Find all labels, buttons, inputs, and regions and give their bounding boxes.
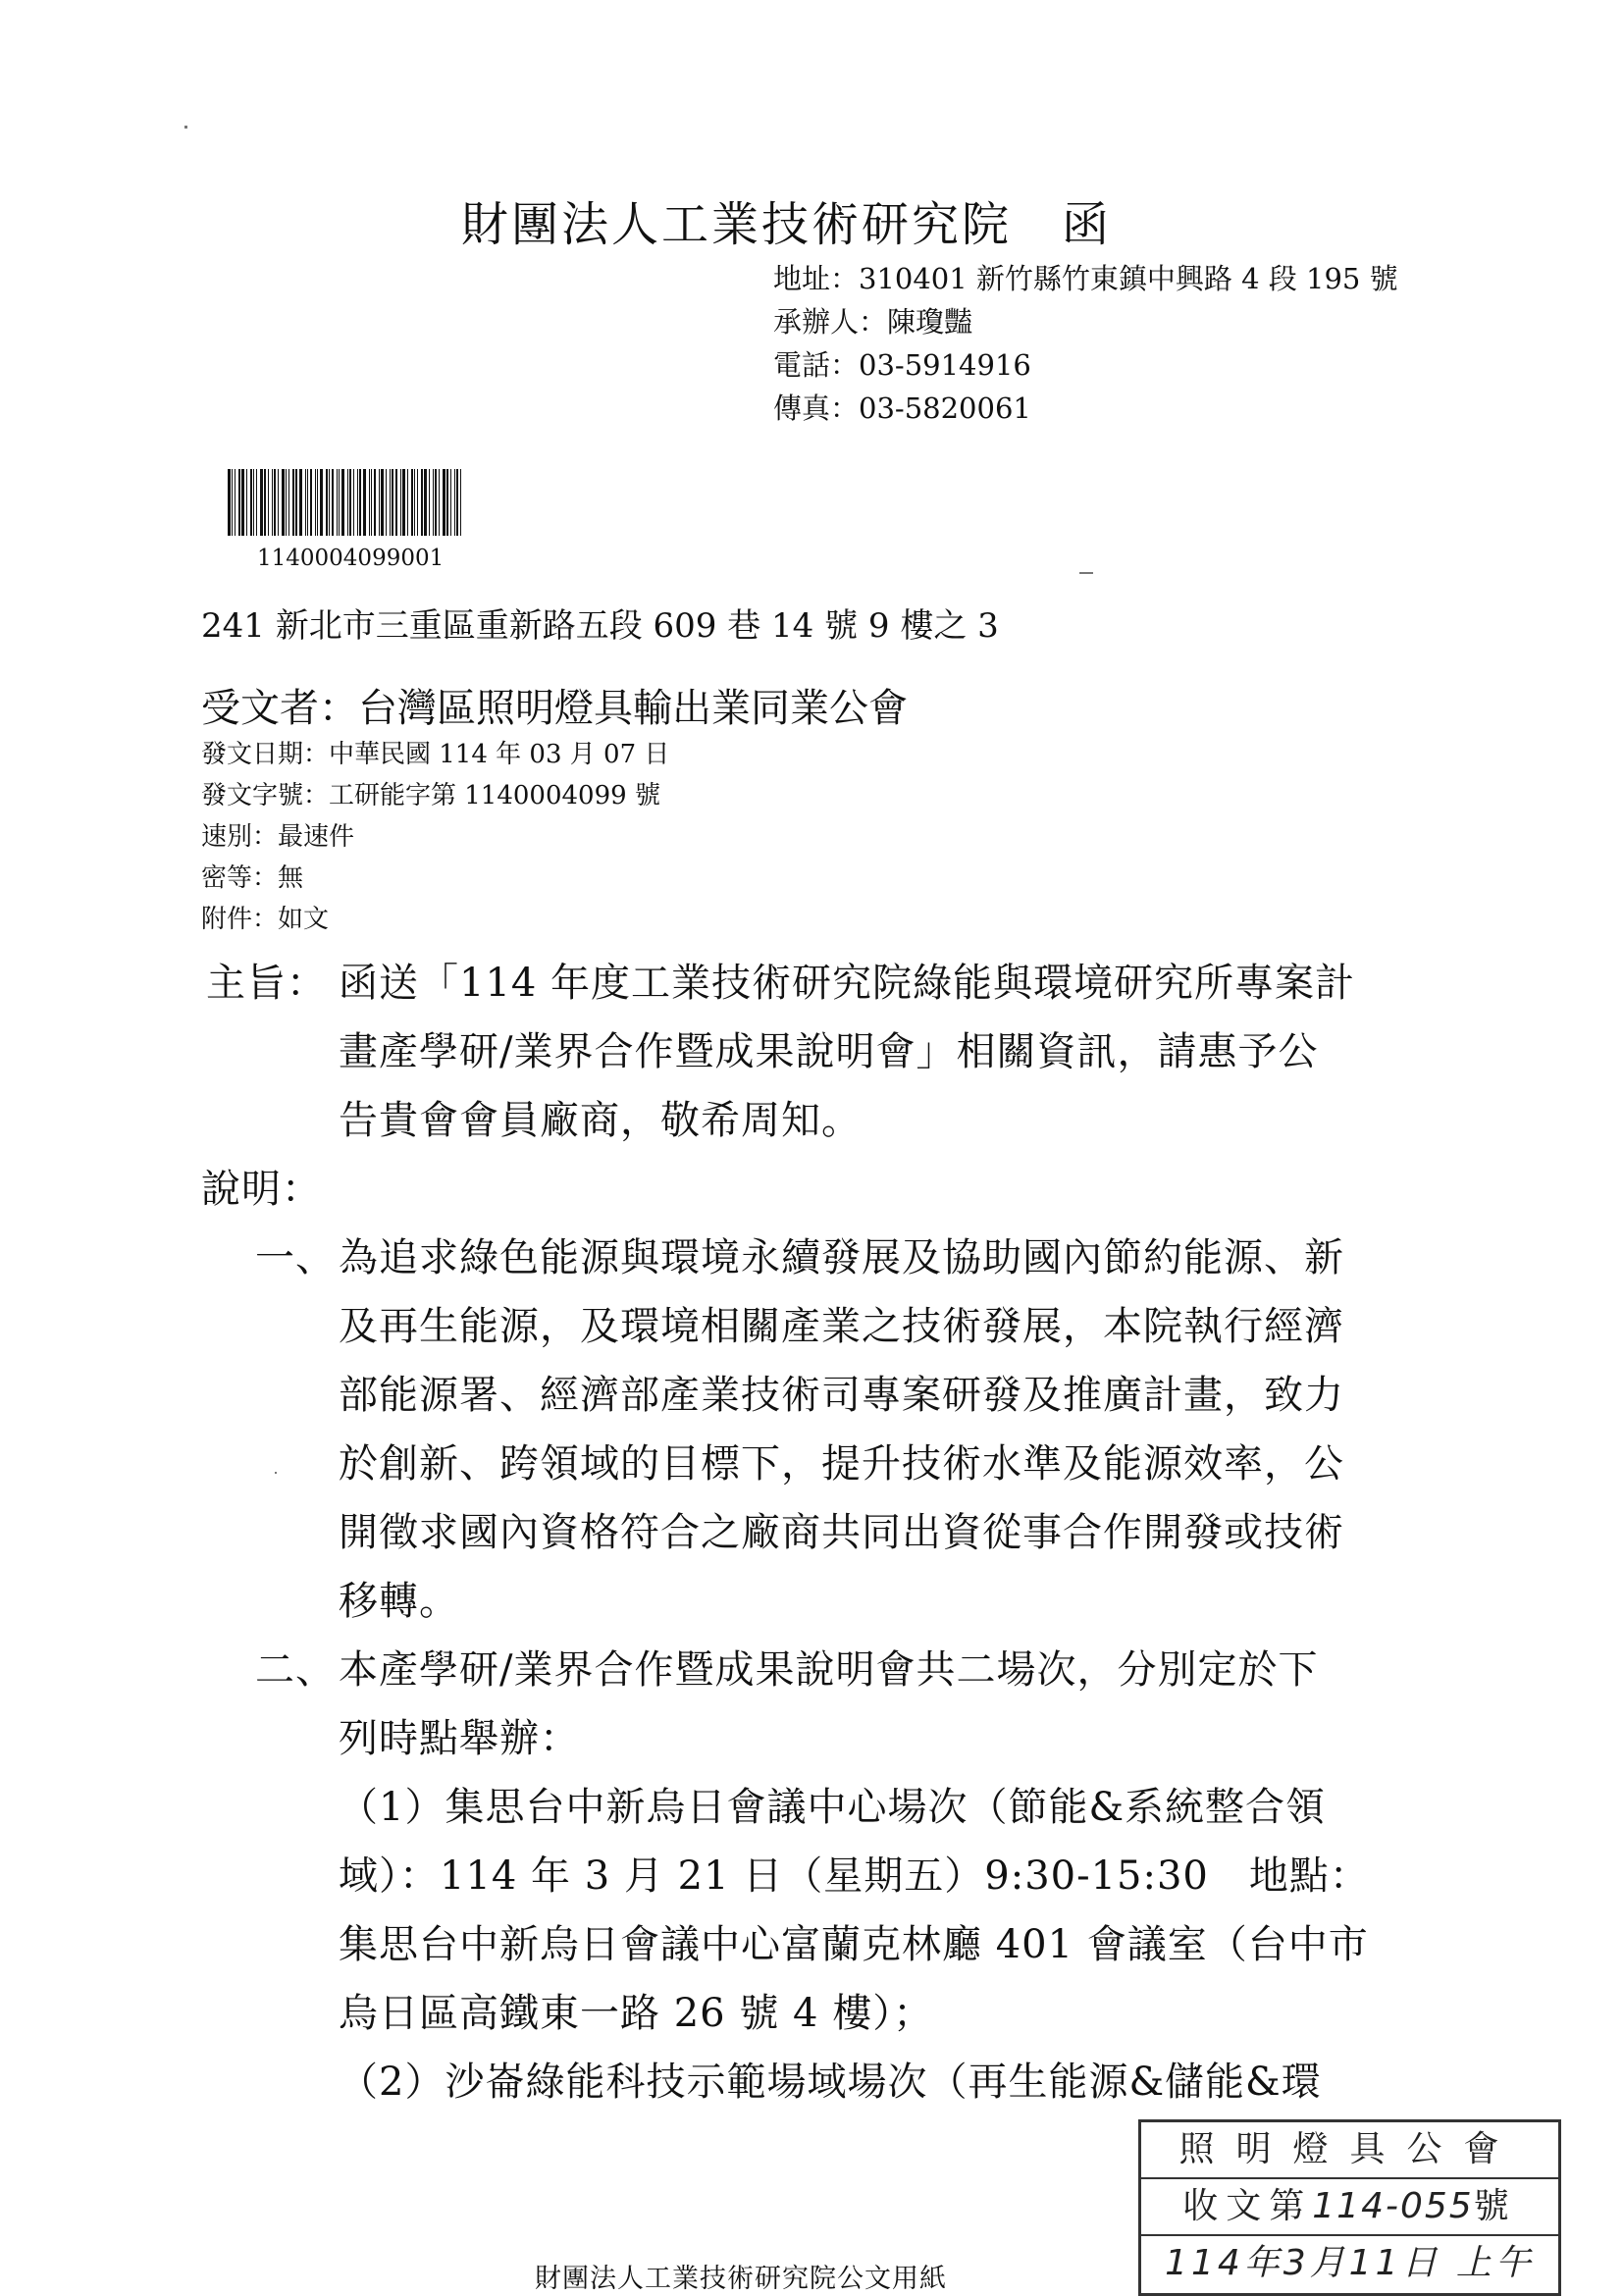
sender-fax: 傳真：03-5820061 (773, 391, 1031, 425)
barcode-bar (456, 469, 458, 536)
stamp-handwritten-number: 114-055 (1312, 2186, 1474, 2226)
subject-label: 主旨： (206, 961, 327, 1006)
barcode-bar (253, 469, 254, 536)
subject-line: 函送「114 年度工業技術研究院綠能與環境研究所專案計 (339, 961, 1356, 1006)
barcode-bar (272, 469, 273, 536)
barcode-bar (238, 469, 240, 536)
barcode-bar (305, 469, 306, 536)
barcode-bar (299, 469, 302, 536)
barcode-bar (339, 469, 340, 536)
barcode-bar (295, 469, 297, 536)
barcode-bar (232, 469, 233, 536)
barcode-bar (332, 469, 334, 536)
barcode-bar (454, 469, 455, 536)
barcode-number: 1140004099001 (257, 546, 445, 571)
footer-paper-label: 財團法人工業技術研究院公文用紙 (535, 2264, 947, 2294)
barcode-bar (347, 469, 348, 536)
sender-address: 地址：310401 新竹縣竹東鎮中興路 4 段 195 號 (773, 262, 1398, 295)
barcode-bar (414, 469, 415, 536)
barcode-bar (359, 469, 361, 536)
stamp-received-date: 114年3月11日 上午 (1165, 2243, 1535, 2283)
barcode-bar (268, 469, 269, 536)
barcode-bar (329, 469, 330, 536)
barcode-bar (246, 469, 247, 536)
barcode-bar (407, 469, 408, 536)
item-line: 為追求綠色能源與環境永續發展及協助國內節約能源、新 (339, 1235, 1344, 1280)
item-line: 於創新、跨領域的目標下，提升技術水準及能源效率，公 (339, 1441, 1344, 1487)
barcode-bar (435, 469, 437, 536)
barcode-bar (317, 469, 318, 536)
barcode-bar (274, 469, 276, 536)
barcode-bar (400, 469, 401, 536)
stamp-receipt-suffix: 號 (1473, 2186, 1517, 2226)
item-line: 列時點舉辦： (339, 1716, 580, 1761)
stamp-org: 照明燈具公會 (1141, 2122, 1558, 2179)
issue-date: 發文日期：中華民國 114 年 03 月 07 日 (201, 740, 670, 769)
barcode-bar (357, 469, 358, 536)
barcode-bar (307, 469, 308, 536)
barcode-bar (379, 469, 380, 536)
item-line: 部能源署、經濟部產業技術司專案研發及推廣計畫，致力 (339, 1373, 1344, 1418)
item-line: 及再生能源，及環境相關產業之技術發展，本院執行經濟 (339, 1304, 1344, 1349)
item-marker: 二、 (255, 1647, 336, 1693)
barcode-bar (320, 469, 323, 536)
barcode-bar (450, 469, 451, 536)
barcode-bar (433, 469, 434, 536)
subitem-line: （2）沙崙綠能科技示範場域場次（再生能源&儲能&環 (339, 2060, 1322, 2105)
barcode-bar (241, 469, 244, 536)
barcode-bar (421, 469, 423, 536)
speed-class: 速別：最速件 (201, 822, 355, 852)
receipt-stamp (1138, 2119, 1561, 2296)
barcode-bar (292, 469, 294, 536)
barcode-bar (235, 469, 236, 536)
item-line: 開徵求國內資格符合之廠商共同出資從事合作開發或技術 (339, 1510, 1344, 1555)
subitem-line: 域）：114 年 3 月 21 日（星期五）9:30-15:30 地點： (339, 1853, 1370, 1899)
barcode-bar (460, 469, 461, 536)
barcode-bar (337, 469, 338, 536)
barcode-bar (374, 469, 376, 536)
sender-phone: 電話：03-5914916 (773, 348, 1031, 382)
barcode-bar (402, 469, 405, 536)
barcode-bar (256, 469, 257, 536)
recipient-name: 受文者：台灣區照明燈具輸出業同業公會 (201, 686, 908, 731)
stamp-receipt-number (1141, 2179, 1558, 2236)
barcode-bar (369, 469, 370, 536)
barcode-bar (353, 469, 354, 536)
barcode-bar (443, 469, 445, 536)
recipient-address: 241 新北市三重區重新路五段 609 巷 14 號 9 樓之 3 (201, 606, 999, 646)
barcode-bar (439, 469, 440, 536)
barcode-bar (228, 469, 231, 536)
barcode-bar (390, 469, 391, 536)
barcode-bar (260, 469, 263, 536)
barcode-bar (250, 469, 252, 536)
barcode-bar (386, 469, 387, 536)
barcode-bar (424, 469, 427, 536)
barcode-bar (326, 469, 328, 536)
subitem-line: 烏日區高鐵東一路 26 號 4 樓）； (339, 1991, 934, 2036)
sender-contact: 承辦人：陳瓊豔 (773, 305, 973, 339)
document-number: 發文字號：工研能字第 1140004099 號 (201, 781, 660, 810)
subitem-line: （1）集思台中新烏日會議中心場次（節能&系統整合領 (339, 1785, 1327, 1830)
barcode-bar (286, 469, 287, 536)
attachment: 附件：如文 (201, 905, 330, 934)
barcode-bar (264, 469, 266, 536)
barcode-bar (341, 469, 344, 536)
subitem-line: 集思台中新烏日會議中心富蘭克林廳 401 會議室（台中市 (339, 1922, 1369, 1967)
barcode-bar (381, 469, 384, 536)
barcode-image (228, 469, 479, 536)
barcode-bar (363, 469, 366, 536)
document-title: 財團法人工業技術研究院 函 (461, 197, 1113, 252)
barcode-bar (395, 469, 397, 536)
stamp-receipt-prefix: 收文第 (1182, 2186, 1313, 2226)
security-class: 密等：無 (201, 863, 304, 893)
item-marker: 一、 (255, 1235, 336, 1280)
barcode-bar (411, 469, 413, 536)
subject-line: 畫產學研/業界合作暨成果說明會」相關資訊，請惠予公 (339, 1029, 1319, 1074)
barcode-bar (288, 469, 289, 536)
barcode-bar (278, 469, 279, 536)
barcode-bar (315, 469, 316, 536)
barcode-bar (417, 469, 418, 536)
explanation-label: 說明： (201, 1167, 322, 1212)
barcode-bar (282, 469, 285, 536)
item-line: 本產學研/業界合作暨成果說明會共二場次，分別定於下 (339, 1647, 1319, 1693)
subject-line: 告貴會會員廠商，敬希周知。 (339, 1098, 862, 1143)
barcode-bar (429, 469, 430, 536)
barcode-bar (310, 469, 312, 536)
barcode-bar (371, 469, 372, 536)
barcode-bar (392, 469, 393, 536)
item-line: 移轉。 (339, 1579, 459, 1624)
barcode-bar (349, 469, 351, 536)
barcode-bar (446, 469, 448, 536)
